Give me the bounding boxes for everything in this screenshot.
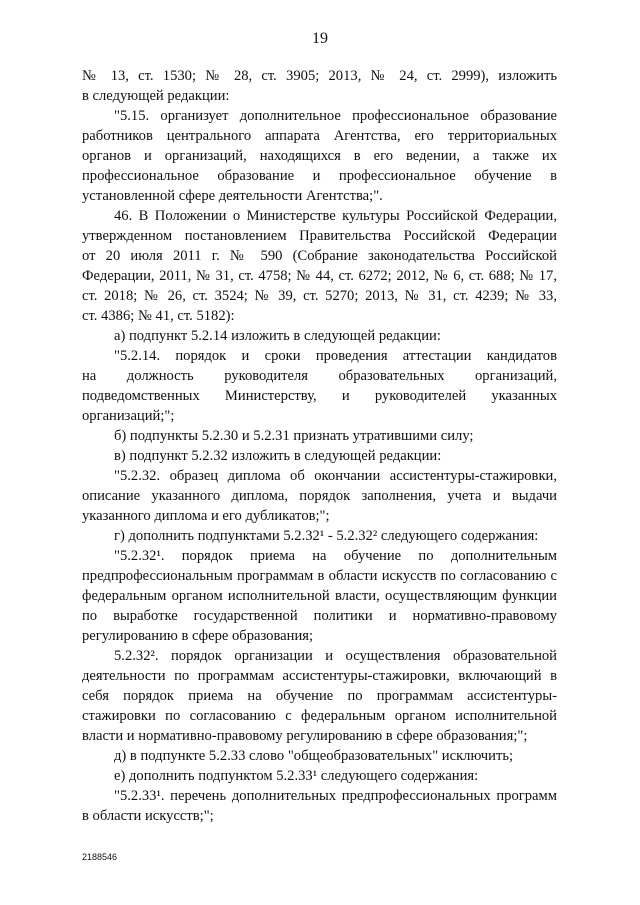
text-line: в области искусств;"; xyxy=(82,808,214,824)
document-body xyxy=(82,66,557,826)
text-line: себя порядок приема на обучение по программам ассистентуры- xyxy=(82,688,557,704)
text-line: регулированию в сфере образования; xyxy=(82,628,314,644)
document-code: 2188546 xyxy=(82,852,118,862)
text-line: Федерации, 2011, № 31, ст. 4758; № 44, ст. 6272; 2012, № 6, ст. 688; № 17, xyxy=(82,268,557,284)
text-line: на должность руководителя образовательных организаций, xyxy=(82,368,557,384)
text-line: а) подпункт 5.2.14 изложить в следующей редакции: xyxy=(114,328,441,344)
text-line: ст. 4386; № 41, ст. 5182): xyxy=(82,308,235,324)
text-line: работников центрального аппарата Агентства, его территориальных xyxy=(82,128,557,144)
text-line: предпрофессиональным программам в области искусств по согласованию с xyxy=(82,568,557,584)
text-line: ст. 2018; № 26, ст. 3524; № 39, ст. 5270; 2013, № 31, ст. 4239; № 33, xyxy=(82,288,557,304)
text-line: г) дополнить подпунктами 5.2.32¹ - 5.2.32² следующего содержания: xyxy=(114,528,539,544)
text-line: утвержденном постановлением Правительства Российской Федерации xyxy=(82,228,557,244)
text-line: от 20 июля 2011 г. № 590 (Собрание законодательства Российской xyxy=(82,248,557,264)
text-line: указанного диплома и его дубликатов;"; xyxy=(82,508,330,524)
text-line: "5.15. организует дополнительное профессиональное образование xyxy=(114,108,557,124)
text-line: стажировки по согласованию с федеральным органом исполнительной xyxy=(82,708,557,724)
text-line: "5.2.33¹. перечень дополнительных предпрофессиональных программ xyxy=(114,788,557,804)
text-line: в) подпункт 5.2.32 изложить в следующей редакции: xyxy=(114,448,442,464)
text-line: федеральным органом исполнительной власти, осуществляющим функции xyxy=(82,588,557,604)
text-line: по выработке государственной политики и нормативно-правовому xyxy=(82,608,557,624)
text-line: органов и организаций, находящихся в его ведении, а также их xyxy=(82,148,557,164)
text-line: описание указанного диплома, порядок заполнения, учета и выдачи xyxy=(82,488,557,504)
text-line: б) подпункты 5.2.30 и 5.2.31 признать утратившими силу; xyxy=(114,428,474,444)
text-line: подведомственных Министерству, и руководителей указанных xyxy=(82,388,557,404)
text-line: "5.2.32. образец диплома об окончании ассистентуры-стажировки, xyxy=(114,468,557,484)
text-line: в следующей редакции: xyxy=(82,88,230,104)
text-line: 46. В Положении о Министерстве культуры Российской Федерации, xyxy=(114,208,557,224)
text-line: д) в подпункте 5.2.33 слово "общеобразовательных" исключить; xyxy=(114,748,514,764)
text-line: "5.2.14. порядок и сроки проведения аттестации кандидатов xyxy=(114,348,557,364)
text-line: 5.2.32². порядок организации и осуществления образовательной xyxy=(114,648,557,664)
text-line: установленной сфере деятельности Агентства;". xyxy=(82,188,383,204)
text-line: профессиональное образование и профессиональное обучение в xyxy=(82,168,557,184)
text-line: организаций;"; xyxy=(82,408,175,424)
text-line: е) дополнить подпунктом 5.2.33¹ следующего содержания: xyxy=(114,768,479,784)
text-line: власти и нормативно-правовому регулированию в сфере образования;"; xyxy=(82,728,528,744)
text-line: деятельности по программам ассистентуры-стажировки, включающий в xyxy=(82,668,557,684)
text-line: "5.2.32¹. порядок приема на обучение по дополнительным xyxy=(114,548,557,564)
page-number: 19 xyxy=(312,30,328,47)
text-line: № 13, ст. 1530; № 28, ст. 3905; 2013, № 24, ст. 2999), изложить xyxy=(82,68,557,84)
